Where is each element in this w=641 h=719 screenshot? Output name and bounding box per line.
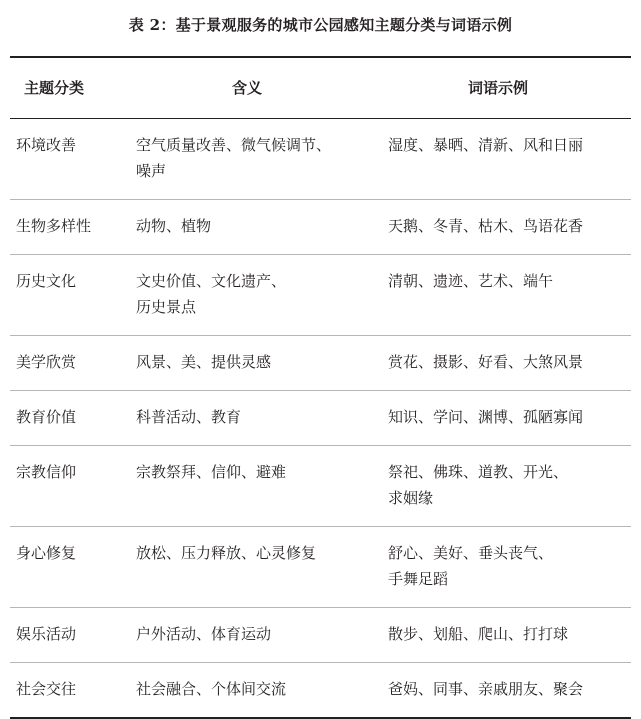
table-header-row	[10, 58, 631, 118]
row-examples	[388, 540, 631, 607]
row-examples-line: 清朝、遗迹、艺术、端午	[388, 272, 554, 290]
row-meaning-line: 放松、压力释放、心灵修复	[136, 544, 317, 562]
row-examples-line: 手舞足蹈	[388, 570, 449, 588]
row-examples-line: 天鹅、冬青、枯木、鸟语花香	[388, 217, 584, 235]
row-meaning-line: 历史景点	[136, 298, 197, 316]
row-examples-line: 散步、划船、爬山、打打球	[388, 625, 569, 643]
row-examples-line: 求姻缘	[388, 489, 434, 507]
table-row	[10, 391, 631, 445]
row-meaning	[136, 404, 388, 445]
row-meaning	[136, 132, 388, 199]
table-row	[10, 663, 631, 717]
row-examples-line: 赏花、摄影、好看、大煞风景	[388, 353, 584, 371]
table-row	[10, 446, 631, 526]
row-examples	[388, 268, 631, 335]
row-meaning-line: 宗教祭拜、信仰、避难	[136, 463, 287, 481]
row-category: 教育价值	[16, 408, 77, 426]
row-examples-line: 爸妈、同事、亲戚朋友、聚会	[388, 680, 584, 698]
row-meaning-line: 户外活动、体育运动	[136, 625, 272, 643]
row-examples	[388, 676, 631, 717]
row-examples	[388, 459, 631, 526]
row-category: 美学欣赏	[16, 353, 77, 371]
table-row	[10, 608, 631, 662]
header-category: 主题分类	[24, 79, 85, 97]
row-examples-line: 祭祀、佛珠、道教、开光、	[388, 463, 569, 481]
row-meaning-line: 风景、美、提供灵感	[136, 353, 272, 371]
row-meaning-line: 噪声	[136, 162, 167, 180]
row-meaning	[136, 213, 388, 254]
row-category: 生物多样性	[16, 217, 92, 235]
table-row	[10, 200, 631, 254]
row-category: 身心修复	[16, 544, 77, 562]
row-examples	[388, 213, 631, 254]
row-category: 娱乐活动	[16, 625, 77, 643]
row-examples-line: 知识、学问、渊博、孤陋寡闻	[388, 408, 584, 426]
row-category: 环境改善	[16, 136, 77, 154]
row-meaning	[136, 459, 388, 526]
theme-table	[10, 56, 631, 719]
row-examples-line: 湿度、暴晒、清新、风和日丽	[388, 136, 584, 154]
row-meaning	[136, 621, 388, 662]
row-meaning	[136, 540, 388, 607]
row-examples	[388, 132, 631, 199]
row-meaning-line: 动物、植物	[136, 217, 212, 235]
row-meaning	[136, 349, 388, 390]
table-caption: 表 2：基于景观服务的城市公园感知主题分类与词语示例	[128, 16, 513, 34]
row-examples	[388, 404, 631, 445]
table-row	[10, 336, 631, 390]
row-meaning	[136, 676, 388, 717]
row-examples	[388, 349, 631, 390]
row-category: 宗教信仰	[16, 463, 77, 481]
row-category: 社会交往	[16, 680, 77, 698]
row-meaning-line: 社会融合、个体间交流	[136, 680, 287, 698]
row-meaning	[136, 268, 388, 335]
table-row	[10, 255, 631, 335]
row-category: 历史文化	[16, 272, 77, 290]
row-examples	[388, 621, 631, 662]
table-row	[10, 119, 631, 199]
row-meaning-line: 空气质量改善、微气候调节、	[136, 136, 332, 154]
row-examples-line: 舒心、美好、垂头丧气、	[388, 544, 554, 562]
table-row	[10, 527, 631, 607]
row-meaning-line: 科普活动、教育	[136, 408, 242, 426]
header-examples: 词语示例	[468, 79, 529, 97]
header-meaning: 含义	[231, 79, 262, 97]
row-meaning-line: 文史价值、文化遗产、	[136, 272, 287, 290]
table-body	[10, 119, 631, 717]
